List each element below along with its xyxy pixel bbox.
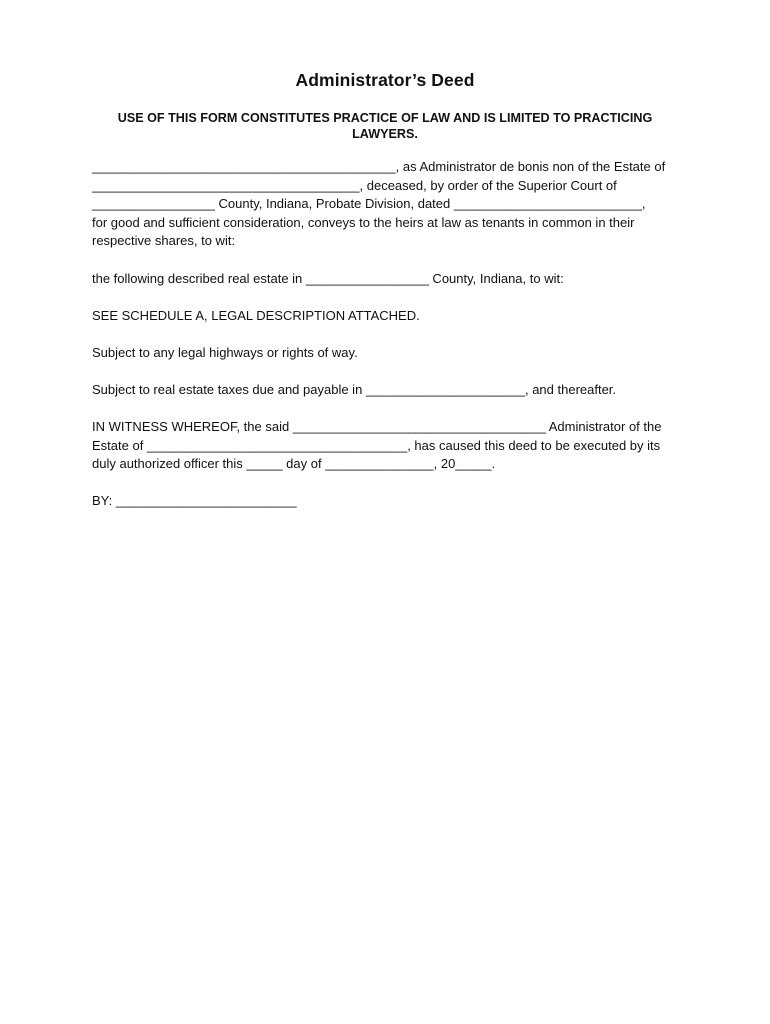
witness-line: duly authorized officer this _____ day of _______________, 20_____. [92, 456, 496, 471]
real-estate-paragraph: the following described real estate in _________________ County, Indiana, to wit: [92, 271, 564, 286]
conveyance-line: for good and sufficient consideration, conveys to the heirs at law as tenants in common in their [92, 214, 635, 230]
schedule-paragraph: SEE SCHEDULE A, LEGAL DESCRIPTION ATTACHED. [92, 308, 420, 323]
conveyance-line: respective shares, to wit: [92, 233, 236, 248]
taxes-paragraph: Subject to real estate taxes due and payable in ______________________, and thereafter. [92, 382, 617, 397]
witness-line: Estate of ____________________________________, has caused this deed to be executed by its [92, 437, 661, 453]
witness-line: IN WITNESS WHEREOF, the said ___________________________________ Administrator of the [92, 419, 662, 434]
highways-paragraph: Subject to any legal highways or rights of way. [92, 345, 358, 360]
signature-line: BY: _________________________ [92, 493, 297, 508]
document-title: Administrator’s Deed [295, 70, 475, 90]
legal-notice: USE OF THIS FORM CONSTITUTES PRACTICE OF LAW AND IS LIMITED TO PRACTICING LAWYERS. [117, 111, 653, 141]
conveyance-line: _________________ County, Indiana, Probate Division, dated __________________________, [92, 196, 646, 211]
witness-paragraph [92, 418, 692, 474]
conveyance-line: _____________________________________, deceased, by order of the Superior Court of [92, 177, 617, 193]
conveyance-paragraph [92, 158, 692, 251]
conveyance-line: __________________________________________, as Administrator de bonis non of the Estate of [92, 159, 666, 174]
